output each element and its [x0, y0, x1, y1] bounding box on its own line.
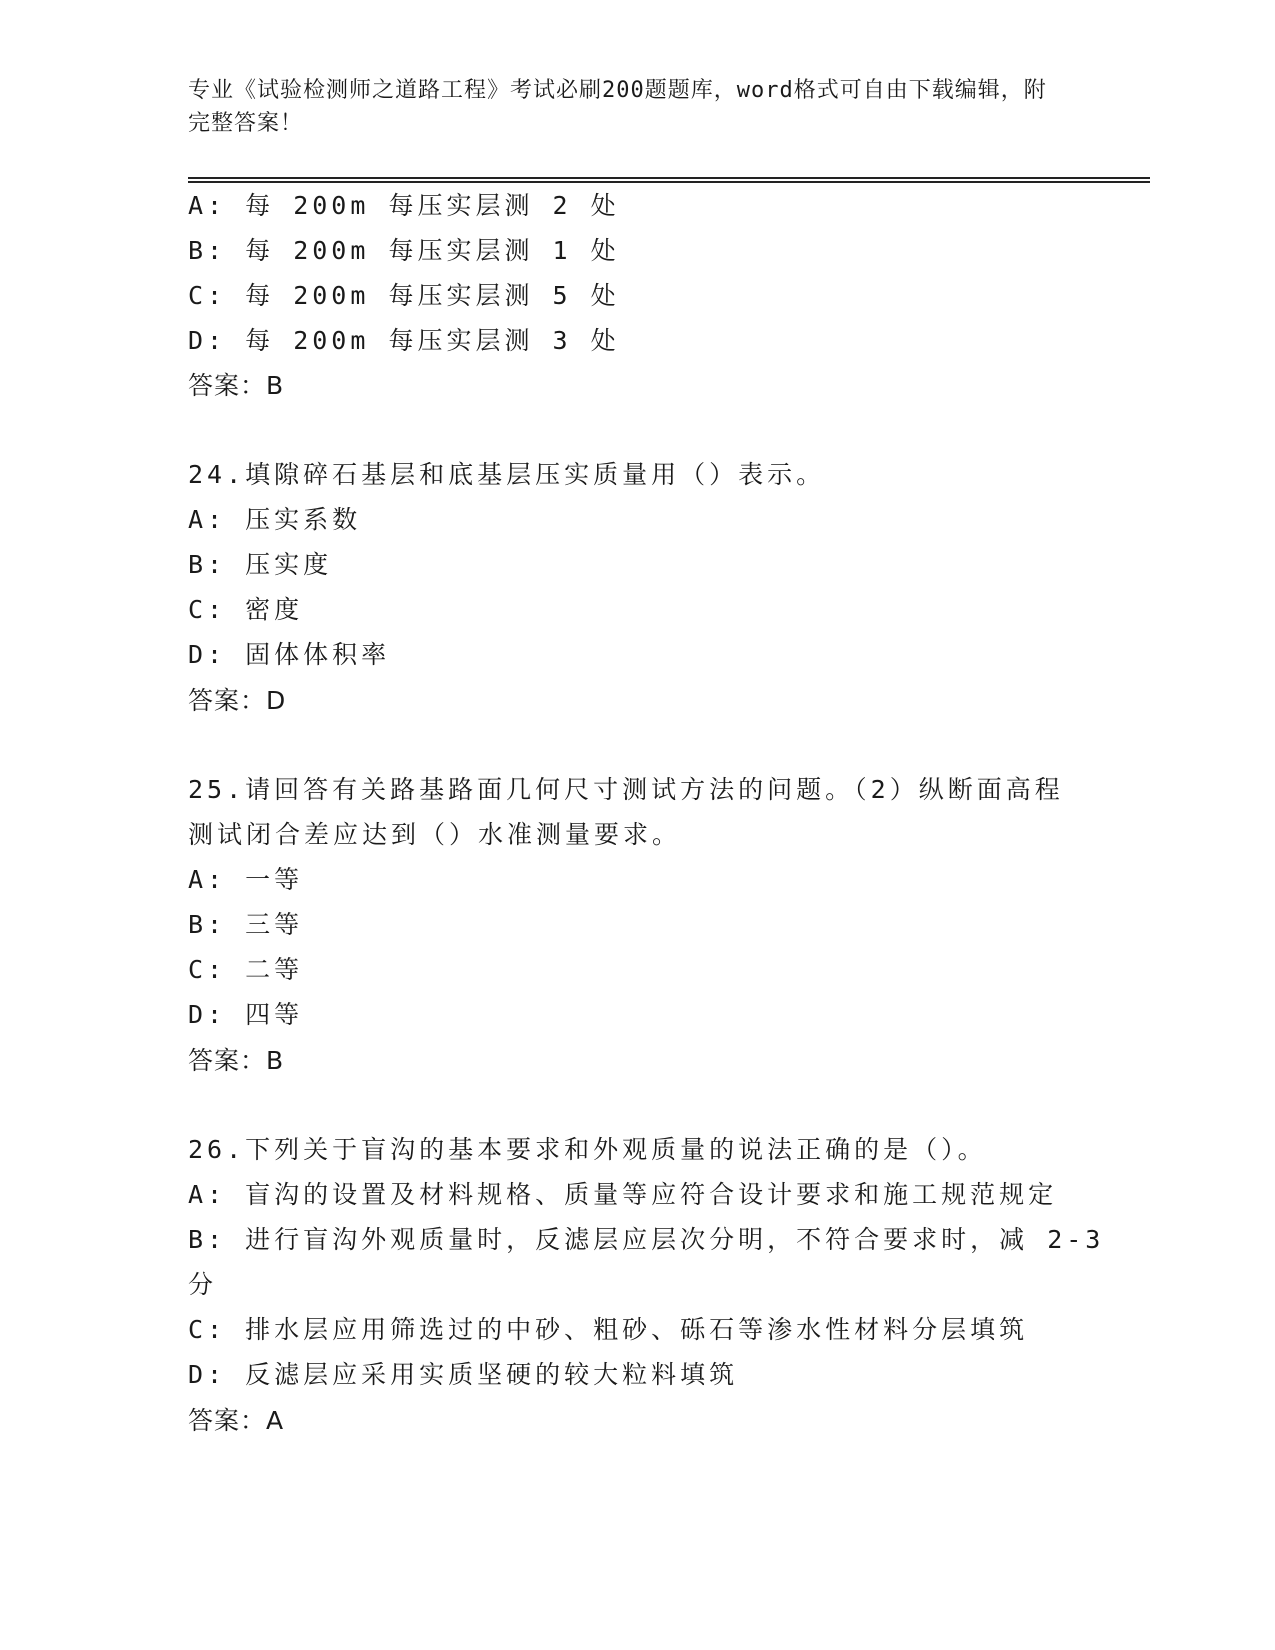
- q24-option-d: D: 固体体积率: [188, 640, 391, 669]
- q26-option-c: C: 排水层应用筛选过的中砂、粗砂、砾石等渗水性材料分层填筑: [188, 1315, 1029, 1344]
- q24-option-c: C: 密度: [188, 595, 304, 624]
- document-intro: 专业《试验检测师之道路工程》考试必刷200题题库，word格式可自由下载编辑，附完整答案！: [188, 78, 1047, 136]
- header-divider-top: [188, 177, 1150, 179]
- q24-option-a: A: 压实系数: [188, 505, 362, 534]
- q25-option-d: D: 四等: [188, 1000, 304, 1029]
- q26-option-b: B: 进行盲沟外观质量时，反滤层应层次分明，不符合要求时，减 2-3: [188, 1225, 1105, 1254]
- q26-option-a: A: 盲沟的设置及材料规格、质量等应符合设计要求和施工规范规定: [188, 1180, 1058, 1209]
- header-divider-bottom: [188, 181, 1150, 183]
- q25-question-line1: 25.请回答有关路基路面几何尺寸测试方法的问题。（2）纵断面高程: [188, 775, 1064, 804]
- q23-option-a: A: 每 200m 每压实层测 2 处: [188, 191, 620, 220]
- q25-option-c: C: 二等: [188, 955, 304, 984]
- q24-option-b: B: 压实度: [188, 550, 333, 579]
- q23-option-b: B: 每 200m 每压实层测 1 处: [188, 236, 620, 265]
- q23-option-d: D: 每 200m 每压实层测 3 处: [188, 326, 620, 355]
- q23-answer: 答案：B: [188, 371, 285, 400]
- q26-option-b-continued: 分: [188, 1270, 218, 1299]
- q25-option-a: A: 一等: [188, 865, 304, 894]
- q25-question-line2: 测试闭合差应达到（）水准测量要求。: [188, 820, 682, 849]
- q24-answer: 答案：D: [188, 686, 287, 715]
- q24-question: 24.填隙碎石基层和底基层压实质量用（）表示。: [188, 460, 826, 489]
- q23-option-c: C: 每 200m 每压实层测 5 处: [188, 281, 620, 310]
- q26-question: 26.下列关于盲沟的基本要求和外观质量的说法正确的是（）。: [188, 1135, 987, 1164]
- q26-answer: 答案：A: [188, 1406, 285, 1435]
- q25-answer: 答案：B: [188, 1046, 285, 1075]
- q26-option-d: D: 反滤层应采用实质坚硬的较大粒料填筑: [188, 1360, 739, 1389]
- q25-option-b: B: 三等: [188, 910, 304, 939]
